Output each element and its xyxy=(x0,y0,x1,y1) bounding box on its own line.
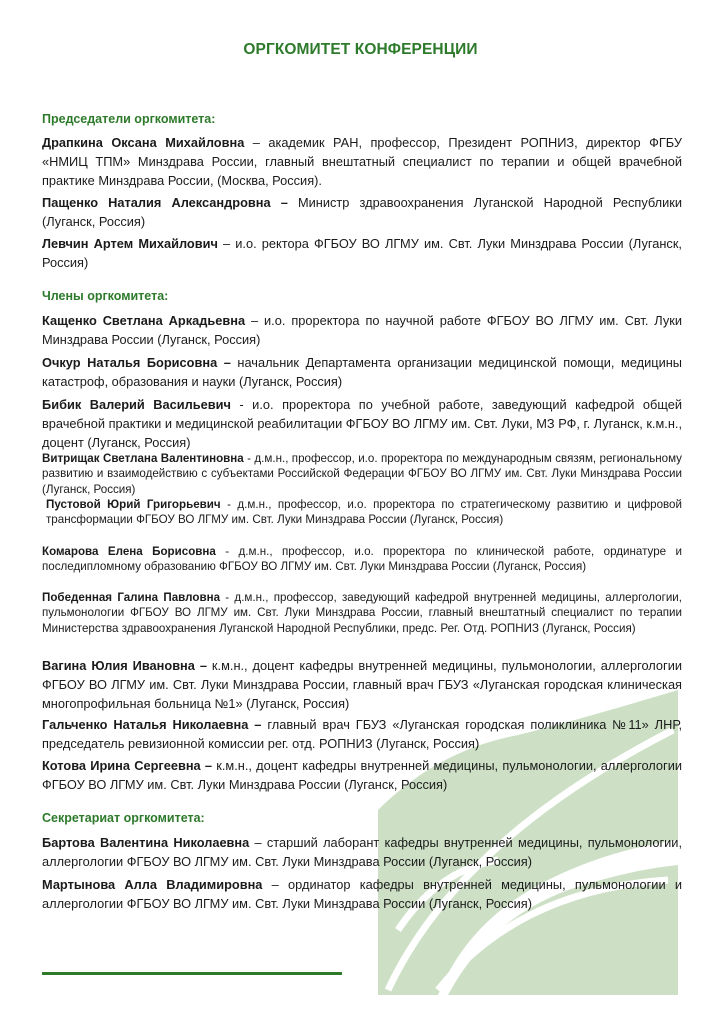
person-name: Котова Ирина Сергеевна – xyxy=(42,758,213,773)
person-description: начальник Департамента организации медицинской помощи, медицины катастроф, образования и науки (Луганск, Россия) xyxy=(42,355,683,389)
list-item xyxy=(42,876,682,914)
person-description: – академик РАН, профессор, Президент РОПНИЗ, директор ФГБУ «НМИЦ ТПМ» Минздрава России, главный внештатный специалист по терапии и общей врачебной практике Минздрава России, (Москва, Россия). xyxy=(42,135,682,188)
person-name: Кащенко Светлана Аркадьевна xyxy=(42,313,246,328)
footer-divider xyxy=(42,972,342,975)
person-description: – и.о. ректора ФГБОУ ВО ЛГМУ им. Свт. Луки Минздрава России (Луганск, Россия) xyxy=(42,236,682,270)
list-item xyxy=(42,716,682,754)
list-item xyxy=(42,590,682,636)
page-title: ОРГКОМИТЕТ КОНФЕРЕНЦИИ xyxy=(243,41,478,58)
person-description: к.м.н., доцент кафедры внутренней медицины, пульмонологии, аллергологии ФГБОУ ВО ЛГМУ им. Свт. Луки Минздрава России, главный врач ГБУЗ «Луганская городская клиническая многопрофильная больница №1» (Луганск, Россия) xyxy=(42,658,682,711)
list-item xyxy=(42,657,682,713)
section-heading-chairs: Председатели оргкомитета: xyxy=(42,112,216,126)
person-name: Победенная Галина Павловна xyxy=(42,591,221,604)
person-name: Бибик Валерий Васильевич xyxy=(42,397,231,412)
person-description: главный врач ГБУЗ «Луганская городская поликлиника №11» ЛНР, председатель ревизионной комиссии рег. отд. РОПНИЗ (Луганск, Россия) xyxy=(42,717,682,751)
person-description: - и.о. проректора по учебной работе, заведующий кафедрой общей врачебной практики и медицинской реабилитации ФГБОУ ВО ЛГМУ им. Свт. Луки, МЗ РФ, г. Луганск, к.м.н., доцент (Луганск, Россия) xyxy=(42,397,682,450)
person-name: Бартова Валентина Николаевна xyxy=(42,835,250,850)
person-name: Левчин Артем Михайлович xyxy=(42,236,218,251)
person-name: Очкур Наталья Борисовна – xyxy=(42,355,231,370)
person-description: Министр здравоохранения Луганской Народной Республики (Луганск, Россия) xyxy=(42,195,682,229)
section-heading-members: Члены оргкомитета: xyxy=(42,289,169,303)
person-description: - д.м.н., профессор, заведующий кафедрой внутренней медицины, аллергологии, пульмонологии ФГБОУ ВО ЛГМУ им. Свт. Луки Минздрава России, главный внештатный специалист по терапии Министерства здравоохранения Луганской Народной Республики, предс. Рег. Отд. РОПНИЗ (Луганск, Россия) xyxy=(42,591,682,635)
section-heading-secretariat: Секретариат оргкомитета: xyxy=(42,811,205,825)
person-name: Пустовой Юрий Григорьевич xyxy=(46,498,221,511)
list-item xyxy=(42,451,682,497)
person-description: - д.м.н., профессор, и.о. проректора по стратегическому развитию и цифровой трансформации ФГБОУ ВО ЛГМУ им. Свт. Луки Минздрава России (Луганск, Россия) xyxy=(46,498,682,527)
list-item xyxy=(42,194,682,232)
list-item xyxy=(42,544,682,575)
person-description: – старший лаборант кафедры внутренней медицины, пульмонологии, аллергологии ФГБОУ ВО ЛГМУ им. Свт. Луки Минздрава России (Луганск, Россия) xyxy=(42,835,682,869)
person-name: Пащенко Наталия Александровна – xyxy=(42,195,288,210)
list-item xyxy=(42,757,682,795)
list-item xyxy=(42,354,682,392)
person-description: – ординатор кафедры внутренней медицины, пульмонологии и аллергологии ФГБОУ ВО ЛГМУ им. Свт. Луки Минздрава России (Луганск, Россия) xyxy=(42,877,682,911)
person-description: к.м.н., доцент кафедры внутренней медицины, пульмонологии, аллергологии ФГБОУ ВО ЛГМУ им. Свт. Луки Минздрава России (Луганск, Россия) xyxy=(42,758,682,792)
list-item xyxy=(42,396,682,452)
person-name: Вагина Юлия Ивановна – xyxy=(42,658,207,673)
person-name: Гальченко Наталья Николаевна – xyxy=(42,717,262,732)
list-item xyxy=(46,497,682,528)
list-item xyxy=(42,134,682,190)
list-item xyxy=(42,312,682,350)
person-description: – и.о. проректора по научной работе ФГБОУ ВО ЛГМУ им. Свт. Луки Минздрава России (Луганск, Россия) xyxy=(42,313,682,347)
person-name: Драпкина Оксана Михайловна xyxy=(42,135,245,150)
person-description: - д.м.н., профессор, и.о. проректора по международным связям, региональному развитию и взаимодействию с субъектами Российской Федерации ФГБОУ ВО ЛГМУ им. Свт. Луки Минздрава России (Луганск, Россия) xyxy=(42,452,682,496)
person-name: Комарова Елена Борисовна xyxy=(42,545,216,558)
person-description: - д.м.н., профессор, и.о. проректора по клинической работе, ординатуре и последипломному образованию ФГБОУ ВО ЛГМУ им. Свт. Луки Минздрава России (Луганск, Россия) xyxy=(42,545,682,574)
person-name: Витрищак Светлана Валентиновна xyxy=(42,452,244,465)
person-name: Мартынова Алла Владимировна xyxy=(42,877,263,892)
list-item xyxy=(42,834,682,872)
list-item xyxy=(42,235,682,273)
